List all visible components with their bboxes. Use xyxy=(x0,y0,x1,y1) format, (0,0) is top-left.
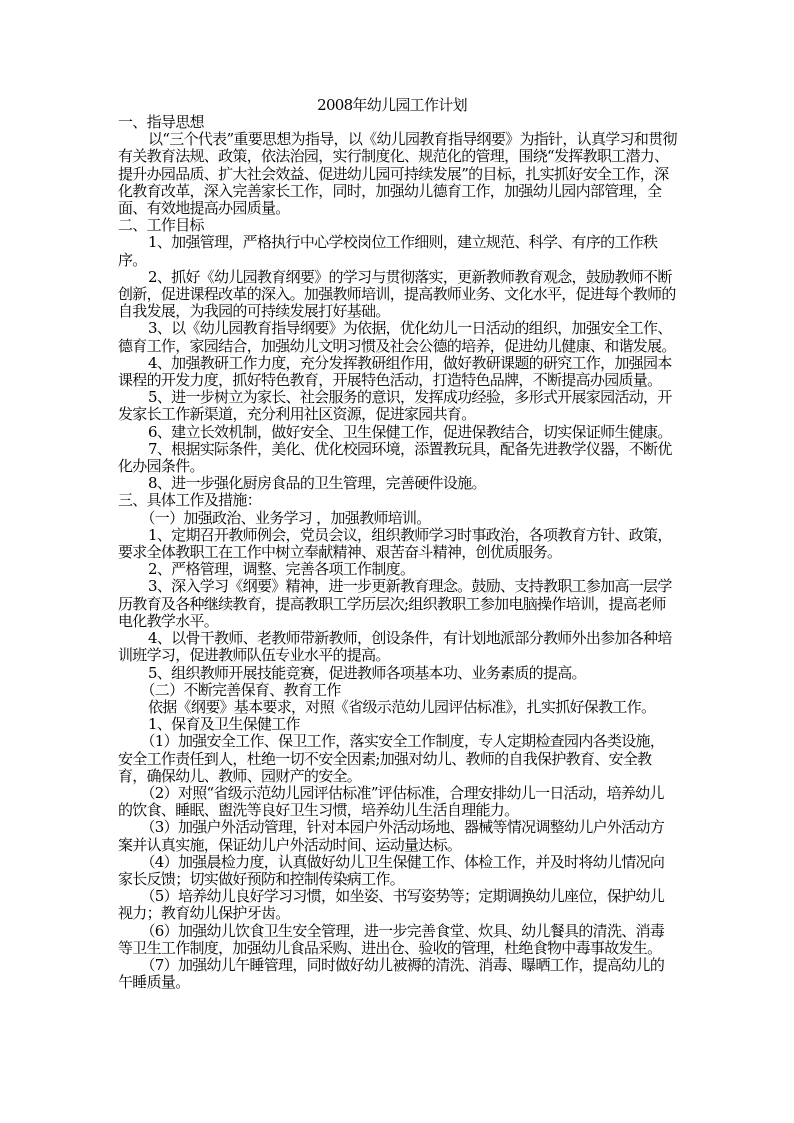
sub2-detail-2: （2）对照“省级示范幼儿园评估标准”评估标准，合理安排幼儿一日活动，培养幼儿的饮食、睡眠、盥洗等良好卫生习惯，培养幼儿生活自理能力。 xyxy=(118,783,664,820)
section1-heading: 一、指导思想 xyxy=(118,113,204,131)
sub1-item-4: 4、以骨干教师、老教师带新教师，创设条件，有计划地派部分教师外出参加各种培训班学习，促进教师队伍专业水平的提高。 xyxy=(118,629,672,665)
section2-item-3: 3、以《幼儿园教育指导纲要》为依据，优化幼儿一日活动的组织，加强安全工作、德育工作，家园结合，加强幼儿文明习惯及社会公德的培养，促进幼儿健康、和谐发展。 xyxy=(118,319,676,355)
section2-heading: 二、工作目标 xyxy=(118,216,204,235)
section2-item-8: 8、进一步强化厨房食品的卫生管理，完善硬件设施。 xyxy=(148,474,486,493)
section1-paragraph: 以“三个代表”重要思想为指导，以《幼儿园教育指导纲要》为指针，认真学习和贯彻有关教育法规、政策，依法治园，实行制度化、规范化的管理，围绕“发挥教职工潜力、提升办园品质、扩大社会效益、促进幼儿园可持续发展”的目标，扎实抓好安全工作，深化教育改革，深入完善家长工作，同时，加强幼儿德育工作，加强幼儿园内部管理，全面、有效地提高办园质量。 xyxy=(118,130,677,218)
sub2-intro: 依据《纲要》基本要求，对照《省级示范幼儿园评估标准》，扎实抓好保教工作。 xyxy=(148,697,656,716)
sub2-detail-5: （5）培养幼儿良好学习习惯，如坐姿、书写姿势等；定期调换幼儿座位，保护幼儿视力；教育幼儿保护牙齿。 xyxy=(118,887,665,923)
sub2-heading: （二）不断完善保育、教育工作 xyxy=(140,680,341,699)
sub1-item-5: 5、组织教师开展技能竞赛，促进教师各项基本功、业务素质的提高。 xyxy=(148,663,586,682)
sub1-item-2: 2、严格管理，调整、完善各项工作制度。 xyxy=(148,560,415,579)
sub1-heading: （一）加强政治、业务学习 ，加强教师培训。 xyxy=(140,508,431,527)
sub2-item1-heading: 1、保育及卫生保健工作 xyxy=(148,715,300,734)
section3-heading: 三、具体工作及措施： xyxy=(118,491,262,510)
sub2-detail-7: （7）加强幼儿午睡管理，同时做好幼儿被褥的清洗、消毒、曝晒工作，提高幼儿的午睡质量。 xyxy=(118,955,665,992)
sub1-item-1: 1、定期召开教师例会，党员会议，组织教师学习时事政治，各项教育方针、政策，要求全体教职工在工作中树立奉献精神、艰苦奋斗精神，创优质服务。 xyxy=(118,525,672,562)
document-page xyxy=(118,96,678,991)
sub2-detail-6: （6）加强幼儿饮食卫生安全管理，进一步完善食堂、炊具、幼儿餐具的清洗、消毒等卫生工作制度，加强幼儿食品采购、进出仓、验收的管理，杜绝食物中毒事故发生。 xyxy=(118,921,665,957)
document-title: 2008年幼儿园工作计划 xyxy=(317,96,467,114)
section2-item-2: 2、抓好《幼儿园教育纲要》的学习与贯彻落实，更新教师教育观念，鼓励教师不断创新，促进课程改革的深入。加强教师培训，提高教师业务、文化水平，促进每个教师的自我发展，为我园的可持续发展打好基础。 xyxy=(118,267,676,321)
section2-item-4: 4、加强教研工作力度，充分发挥教研组作用，做好教研课题的研究工作，加强园本课程的开发力度，抓好特色教育，开展特色活动，打造特色品牌，不断提高办园质量。 xyxy=(118,353,672,390)
sub2-detail-3: （3）加强户外活动管理，针对本园户外活动场地、器械等情况调整幼儿户外活动方案并认真实施，保证幼儿户外活动时间、运动量达标。 xyxy=(118,818,665,854)
sub1-item-3: 3、深入学习《纲要》精神，进一步更新教育理念。鼓励、支持教职工参加高一层学历教育及各种继续教育，提高教职工学历层次;组织教职工参加电脑操作培训，提高老师电化教学水平。 xyxy=(118,577,672,630)
sub2-detail-4: （4）加强晨检力度，认真做好幼儿卫生保健工作、体检工作，并及时将幼儿情况向家长反馈；切实做好预防和控制传染病工作。 xyxy=(118,852,665,888)
section2-item-1: 1、加强管理，严格执行中心学校岗位工作细则，建立规范、科学、有序的工作秩序。 xyxy=(118,233,658,269)
section2-item-5: 5、进一步树立为家长、社会服务的意识，发挥成功经验，多形式开展家园活动，开发家长工作新渠道，充分利用社区资源，促进家园共育。 xyxy=(118,388,672,424)
section2-item-7: 7、根据实际条件，美化、优化校园环境，添置教玩具，配备先进教学仪器，不断优化办园条件。 xyxy=(118,439,672,476)
sub2-detail-1: （1）加强安全工作、保卫工作，落实安全工作制度，专人定期检查园内各类设施，安全工作责任到人，杜绝一切不安全因素;加强对幼儿、教师的自我保护教育、安全教育，确保幼儿、教师、园财产的安全。 xyxy=(118,732,665,785)
section2-item-6: 6、建立长效机制，做好安全、卫生保健工作，促进保教结合，切实保证师生健康。 xyxy=(148,422,672,441)
